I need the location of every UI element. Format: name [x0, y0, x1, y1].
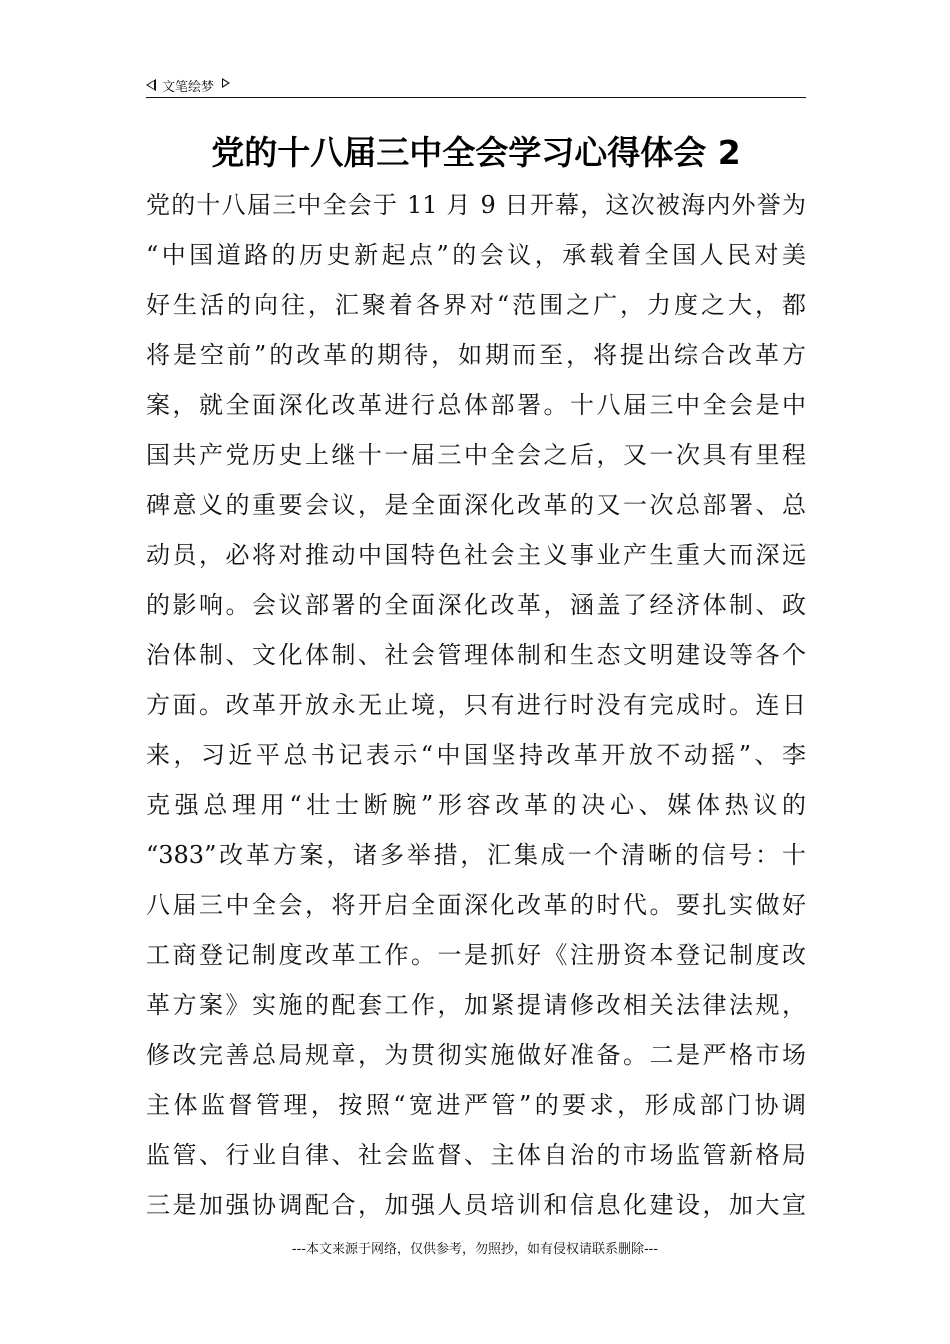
body-paragraph	[146, 180, 806, 1230]
header-divider	[146, 97, 806, 98]
header-text: 文笔绘梦	[162, 79, 215, 95]
page-footer-disclaimer: ---本文来源于网络，仅供参考，勿照抄，如有侵权请联系删除---	[291, 1242, 659, 1257]
body-line: 工商登记制度改革工作。一是抓好《注册资本登记制度改	[146, 941, 806, 969]
body-line: 的影响。会议部署的全面深化改革，涵盖了经济体制、政	[146, 591, 806, 619]
body-line: “383”改革方案，诸多举措，汇集成一个清晰的信号：十	[146, 841, 806, 869]
body-line: 监管、行业自律、社会监督、主体自治的市场监管新格局	[146, 1141, 806, 1169]
body-line: 碑意义的重要会议，是全面深化改革的又一次总部署、总	[146, 491, 806, 519]
triangle-left-outline-icon	[146, 79, 156, 91]
body-line: 动员，必将对推动中国特色社会主义事业产生重大而深远	[146, 541, 806, 569]
body-line: 主体监督管理，按照“宽进严管”的要求，形成部门协调	[146, 1091, 806, 1119]
body-line: “中国道路的历史新起点”的会议，承载着全国人民对美	[146, 241, 806, 269]
body-line: 克强总理用“壮士断腕”形容改革的决心、媒体热议的	[146, 791, 806, 819]
body-line: 案，就全面深化改革进行总体部署。十八届三中全会是中	[146, 391, 806, 419]
body-line: 革方案》实施的配套工作，加紧提请修改相关法律法规，	[146, 991, 806, 1019]
body-line: 将是空前”的改革的期待，如期而至，将提出综合改革方	[146, 341, 806, 369]
body-line: 好生活的向往，汇聚着各界对“范围之广，力度之大，都	[146, 291, 806, 319]
body-line: 修改完善总局规章，为贯彻实施做好准备。二是严格市场	[146, 1041, 806, 1069]
body-line: 八届三中全会，将开启全面深化改革的时代。要扎实做好	[146, 891, 806, 919]
triangle-right-outline-icon	[222, 78, 230, 88]
body-line: 方面。改革开放永无止境，只有进行时没有完成时。连日	[146, 691, 806, 719]
document-title: 党的十八届三中全会学习心得体会 2	[211, 133, 741, 172]
page-header	[146, 74, 230, 96]
body-line: 国共产党历史上继十一届三中全会之后，又一次具有里程	[146, 441, 806, 469]
body-line: 党的十八届三中全会于 11 月 9 日开幕，这次被海内外誉为	[146, 191, 806, 219]
body-line: 三是加强协调配合，加强人员培训和信息化建设，加大宣	[146, 1191, 806, 1219]
body-line: 治体制、文化体制、社会管理体制和生态文明建设等各个	[146, 641, 806, 669]
body-line: 来，习近平总书记表示“中国坚持改革开放不动摇”、李	[146, 741, 806, 769]
